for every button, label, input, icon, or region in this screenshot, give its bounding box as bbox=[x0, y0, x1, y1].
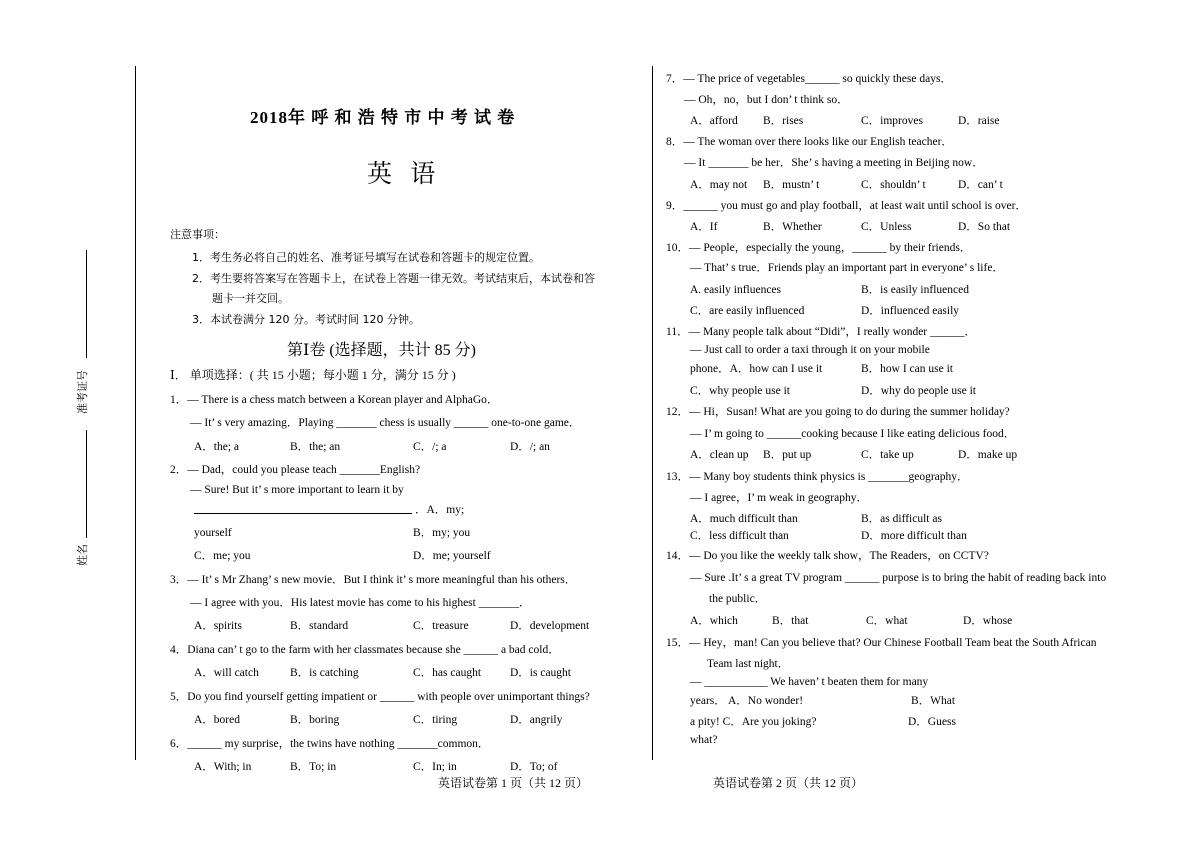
notes-item: 2．考生要将答案写在答题卡上，在试卷上答题一律无效。考试结束后，本试卷和答 bbox=[192, 272, 595, 285]
question-line: A．may not bbox=[690, 179, 748, 191]
question-line: 14．— Do you like the weekly talk show，The Readers，on CCTV? bbox=[666, 550, 989, 562]
question-line: — Just call to order a taxi through it on your mobile bbox=[690, 344, 930, 356]
question-line: 12．— Hi，Susan! What are you going to do during the summer holiday? bbox=[666, 406, 1010, 418]
question-line: B．boring bbox=[290, 714, 340, 726]
question-line: D．raise bbox=[958, 115, 1000, 127]
question-line: B．that bbox=[772, 615, 809, 627]
question-line: C．In; in bbox=[413, 761, 457, 773]
question-line: — ___________ We haven’ t beaten them for many bbox=[690, 676, 929, 688]
question-line: the public． bbox=[709, 593, 767, 605]
name-label: 姓名 bbox=[77, 544, 89, 566]
question-line: D．angrily bbox=[510, 714, 563, 726]
question-line: D．why do people use it bbox=[861, 385, 976, 397]
question-line: C．take up bbox=[861, 449, 914, 461]
question-line: C．improves bbox=[861, 115, 923, 127]
question-line: 9．______ you must go and play football，at least wait until school is over． bbox=[666, 200, 1027, 212]
question-line: A．bored bbox=[194, 714, 240, 726]
question-line: C．less difficult than bbox=[690, 530, 789, 542]
question-line: — That’ s true．Friends play an important part in everyone’ s life． bbox=[690, 262, 1004, 274]
question-line: A．much difficult than bbox=[690, 513, 798, 525]
question-line: C．Unless bbox=[861, 221, 912, 233]
question-line: D．development bbox=[510, 620, 590, 632]
question-line: — It _______ be her．She’ s having a meeting in Beijing now． bbox=[684, 157, 984, 169]
binding-line-left bbox=[135, 66, 136, 760]
question-line: A．If bbox=[690, 221, 718, 233]
answer-blank bbox=[194, 513, 412, 514]
question-line: C．what bbox=[866, 615, 908, 627]
page-footer-1: 英语试卷第 1 页（共 12 页） bbox=[438, 776, 589, 790]
question-line: C．me; you bbox=[194, 550, 251, 562]
notes-item: 3．本试卷满分 120 分。考试时间 120 分钟。 bbox=[192, 313, 420, 326]
question-line: B．as difficult as bbox=[861, 513, 942, 525]
question-line: D．To; of bbox=[510, 761, 558, 773]
question-line: A．which bbox=[690, 615, 738, 627]
question-line: B．my; you bbox=[413, 527, 471, 539]
question-line: 6．______ my surprise，the twins have nothing _______common． bbox=[170, 738, 490, 750]
question-line: B．Whether bbox=[763, 221, 822, 233]
question-line: D．influenced easily bbox=[861, 305, 960, 317]
question-line: — It’ s very amazing．Playing _______ chess is usually ______ one-to-one game． bbox=[190, 417, 581, 429]
exam-id-label: 准考证号 bbox=[77, 370, 89, 414]
question-line: D．can’ t bbox=[958, 179, 1003, 191]
question-line: A．afford bbox=[690, 115, 738, 127]
question-line: D．whose bbox=[963, 615, 1013, 627]
question-line: B．put up bbox=[763, 449, 812, 461]
question-line: 10．— People，especially the young，______ by their friends． bbox=[666, 242, 972, 254]
notes-item: 题卡一并交回。 bbox=[212, 292, 289, 305]
question-line: C．are easily influenced bbox=[690, 305, 805, 317]
question-line: — I agree，I’ m weak in geography． bbox=[690, 492, 868, 504]
question-line: C．treasure bbox=[413, 620, 469, 632]
name-underline bbox=[86, 430, 87, 538]
question-line: B．the; an bbox=[290, 441, 341, 453]
question-line: ．A．my; bbox=[415, 504, 465, 516]
question-line: C．has caught bbox=[413, 667, 482, 679]
question-line: D．more difficult than bbox=[861, 530, 967, 542]
question-line: D．So that bbox=[958, 221, 1011, 233]
question-line: phone．A．how can I use it bbox=[690, 363, 823, 375]
exam-id-underline bbox=[86, 250, 87, 358]
question-line: B．What bbox=[911, 695, 956, 707]
question-line: D．me; yourself bbox=[413, 550, 491, 562]
question-line: A．the; a bbox=[194, 441, 240, 453]
question-line: C．/; a bbox=[413, 441, 447, 453]
exam-title: 2018年 呼 和 浩 特 市 中 考 试 卷 bbox=[250, 108, 516, 127]
question-line: B．how I can use it bbox=[861, 363, 953, 375]
question-line: a pity! C．Are you joking? bbox=[690, 716, 817, 728]
question-line: 7．— The price of vegetables______ so quickly these days． bbox=[666, 73, 952, 85]
question-line: — Sure .It’ s a great TV program ______ purpose is to bring the habit of reading back into bbox=[690, 572, 1107, 584]
question-line: years． A．No wonder! bbox=[690, 695, 804, 707]
question-line: 11．— Many people talk about “Didi”，I really wonder ______． bbox=[666, 326, 976, 338]
question-line: C．tiring bbox=[413, 714, 458, 726]
question-line: 3．— It’ s Mr Zhang’ s new movie．But I think it’ s more meaningful than his others． bbox=[170, 574, 577, 586]
question-line: — I’ m going to ______cooking because I like eating delicious food． bbox=[690, 428, 1016, 440]
section-heading: Ⅰ． 单项选择：( 共 15 小题；每小题 1 分，满分 15 分 ) bbox=[170, 368, 456, 382]
question-line: — Oh，no，but I don’ t think so． bbox=[684, 94, 849, 106]
question-line: 15．— Hey，man! Can you believe that? Our Chinese Football Team beat the South African bbox=[666, 637, 1097, 649]
question-line: D．/; an bbox=[510, 441, 550, 453]
question-line: B．To; in bbox=[290, 761, 337, 773]
question-line: 1．— There is a chess match between a Korean player and AlphaGo． bbox=[170, 394, 499, 406]
page-divider-line bbox=[652, 66, 653, 760]
question-line: 4．Diana can’ t go to the farm with her classmates because she ______ a bad cold． bbox=[170, 644, 560, 656]
question-line: B．is easily influenced bbox=[861, 284, 969, 296]
question-line: D．Guess bbox=[908, 716, 956, 728]
notes-item: 1．考生务必将自己的姓名、准考证号填写在试卷和答题卡的规定位置。 bbox=[192, 251, 540, 264]
page-footer-2: 英语试卷第 2 页（共 12 页） bbox=[713, 776, 864, 790]
question-line: Team last night． bbox=[707, 658, 790, 670]
question-line: what? bbox=[690, 734, 718, 746]
question-line: D．is caught bbox=[510, 667, 572, 679]
question-line: A．clean up bbox=[690, 449, 749, 461]
question-line: B．rises bbox=[763, 115, 804, 127]
question-line: 2．— Dad，could you please teach _______English? bbox=[170, 464, 421, 476]
question-line: 13．— Many boy students think physics is _______geography． bbox=[666, 471, 969, 483]
question-line: D．make up bbox=[958, 449, 1018, 461]
question-line: A. easily influences bbox=[690, 284, 782, 296]
question-line: 8．— The woman over there looks like our English teacher． bbox=[666, 136, 953, 148]
question-line: A．spirits bbox=[194, 620, 242, 632]
notes-heading: 注意事项： bbox=[170, 228, 225, 241]
question-line: C．shouldn’ t bbox=[861, 179, 926, 191]
question-line: — Sure! But it’ s more important to learn it by bbox=[190, 484, 404, 496]
question-line: B．standard bbox=[290, 620, 349, 632]
question-line: B．mustn’ t bbox=[763, 179, 820, 191]
question-line: yourself bbox=[194, 527, 232, 539]
question-line: A．With; in bbox=[194, 761, 252, 773]
question-line: C．why people use it bbox=[690, 385, 790, 397]
question-line: — I agree with you．His latest movie has come to his highest _______． bbox=[190, 597, 531, 609]
question-line: 5．Do you find yourself getting impatient or ______ with people over unimportant things? bbox=[170, 691, 590, 703]
part-title: 第Ⅰ卷 (选择题，共计 85 分) bbox=[287, 342, 476, 359]
question-line: A．will catch bbox=[194, 667, 259, 679]
question-line: B．is catching bbox=[290, 667, 359, 679]
subject-title: 英 语 bbox=[367, 161, 442, 188]
